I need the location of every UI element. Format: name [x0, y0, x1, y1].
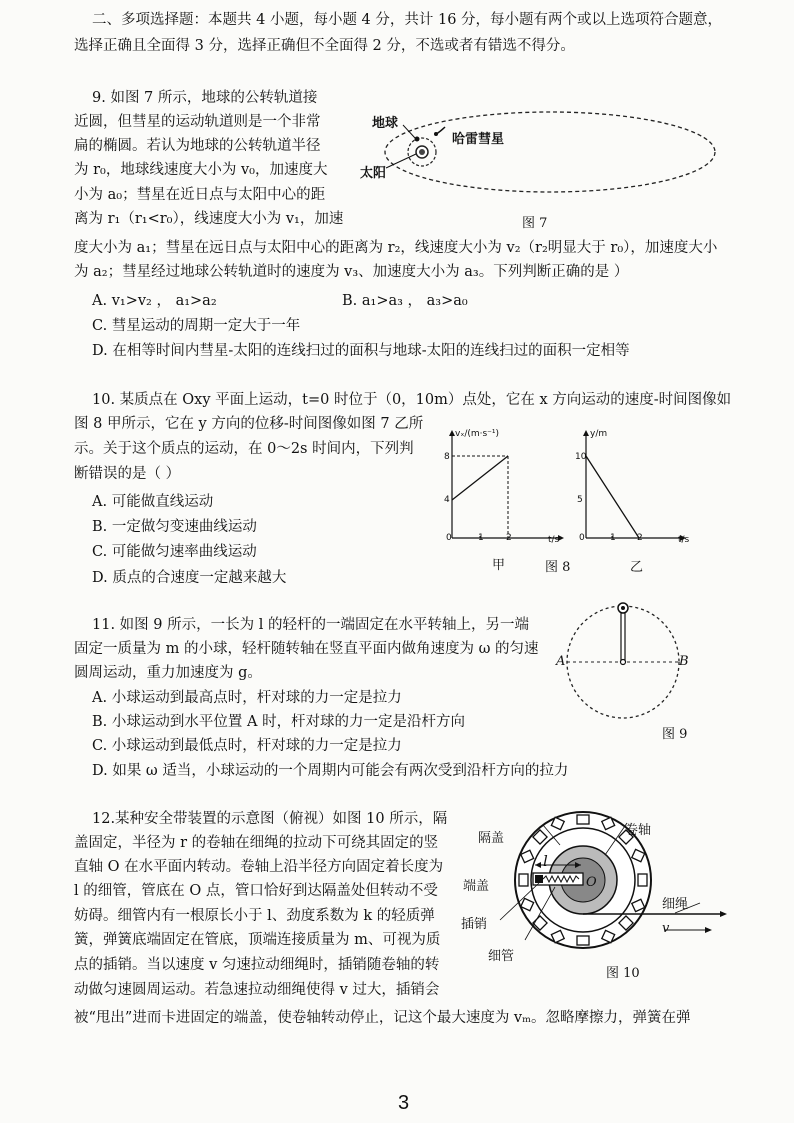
fig7-caption: 图 7: [522, 216, 548, 231]
q12-stem-line: 簧，弹簧底端固定在管底，顶端连接质量为 m、可视为质: [74, 932, 441, 948]
q9-option-d: D. 在相等时间内彗星-太阳的连线扫过的面积与地球-太阳的连线扫过的面积一定相等: [92, 343, 630, 359]
q12-stem-line: 点的插销。当以速度 v 匀速拉动细绳时，插销随卷轴的转: [74, 957, 440, 973]
q10-stem-line: 示。关于这个质点的运动，在 0～2s 时间内，下列判: [74, 441, 414, 457]
yt-line: [586, 456, 639, 538]
section-header-line2: 选择正确且全面得 3 分，选择正确但不全面得 2 分，不选或者有错选不得分。: [74, 38, 575, 54]
q12-stem-line: 动做匀速圆周运动。若急速拉动细绳使得 v 过大，插销会: [74, 982, 440, 998]
fig10-caption: 图 10: [606, 966, 640, 981]
fig10-label-tube: 细管: [488, 949, 515, 964]
vt-xlabel: t/s: [548, 535, 560, 545]
earth: [415, 137, 420, 142]
yt-tick-2: 2: [637, 533, 643, 543]
q12-stem-line: 12.某种安全带装置的示意图（俯视）如图 10 所示，隔: [92, 811, 448, 827]
figure-8-right-yt-graph: [574, 430, 694, 545]
q12-stem-line: l 的细管，管底在 O 点，管口恰好到达隔盖处但转动不受: [74, 883, 438, 899]
q10-option-a: A. 可能做直线运动: [92, 494, 214, 510]
fig10-label-v: v: [662, 921, 670, 936]
q9-stem-line: 离为 r₁（r₁<r₀），线速度大小为 v₁，加速: [74, 211, 344, 227]
fig7-comet-label: 哈雷彗星: [452, 132, 505, 147]
yt-tick-10: 10: [575, 452, 587, 462]
q9-stem-line: 度大小为 a₁；彗星在远日点与太阳中心的距离为 r₂，线速度大小为 v₂（r₂明显大于 r₀），加速度大小: [74, 240, 718, 256]
q10-option-c: C. 可能做匀速率曲线运动: [92, 544, 257, 560]
yt-tick-5: 5: [577, 495, 583, 505]
fig9-caption: 图 9: [662, 727, 688, 742]
q9-stem-line: 为 a₂；彗星经过地球公转轨道时的速度为 v₃、加速度大小为 a₃。下列判断正确的是 ）: [74, 264, 629, 280]
fig8-right-label: 乙: [630, 560, 644, 575]
q11-stem-line: 11. 如图 9 所示，一长为 l 的轻杆的一端固定在水平转轴上，另一端: [92, 617, 529, 633]
fig8-left-label: 甲: [492, 558, 506, 573]
fig10-label-rope: 细绳: [662, 897, 689, 912]
vt-tick-8: 8: [444, 452, 450, 462]
yt-tick-1: 1: [610, 533, 616, 543]
page-number: 3: [398, 1092, 410, 1114]
fig8-caption: 图 8: [545, 560, 571, 575]
yt-origin: 0: [579, 533, 585, 543]
q9-stem-line: 为 r₀，地球线速度大小为 v₀，加速度大: [74, 162, 328, 178]
fig10-label-spool: 卷轴: [625, 823, 652, 838]
figure-8-left-vt-graph: [440, 430, 570, 545]
q12-stem-line: 直轴 O 在水平面内转动。卷轴上沿半径方向固定着长度为: [74, 859, 444, 875]
fig10-label-cover: 隔盖: [478, 831, 505, 846]
rod: [621, 610, 625, 662]
figure-9-circle-diagram: [560, 600, 690, 730]
q11-option-a: A. 小球运动到最高点时，杆对球的力一定是拉力: [92, 690, 402, 706]
fig7-earth-label: 地球: [372, 116, 399, 131]
q10-stem-line: 断错误的是（ ）: [74, 466, 181, 482]
pivot: [621, 660, 626, 665]
fig10-label-o: O: [586, 875, 597, 890]
vt-tick-1: 1: [478, 533, 484, 543]
q11-option-b: B. 小球运动到水平位置 A 时，杆对球的力一定是沿杆方向: [92, 714, 466, 730]
q9-stem-line: 扁的椭圆。若认为地球的公转轨道半径: [74, 138, 321, 154]
q10-option-b: B. 一定做匀变速曲线运动: [92, 519, 257, 535]
yt-xlabel: t/s: [678, 535, 690, 545]
q11-stem-line: 固定一质量为 m 的小球，轻杆随转轴在竖直平面内做角速度为 ω 的匀速: [74, 641, 539, 657]
q11-option-c: C. 小球运动到最低点时，杆对球的力一定是拉力: [92, 738, 402, 754]
q12-stem-line: 盖固定，半径为 r 的卷轴在细绳的拉动下可绕其固定的竖: [74, 835, 439, 851]
q12-stem-line: 被“甩出”进而卡进固定的端盖，使卷轴转动停止，记这个最大速度为 vₘ。忽略摩擦力，弹簧在弹: [74, 1010, 691, 1026]
fig9-point-b: B: [679, 654, 689, 669]
q10-option-d: D. 质点的合速度一定越来越大: [92, 570, 287, 586]
q9-option-c: C. 彗星运动的周期一定大于一年: [92, 318, 301, 334]
vt-tick-4: 4: [444, 495, 450, 505]
q11-option-d: D. 如果 ω 适当，小球运动的一个周期内可能会有两次受到沿杆方向的拉力: [92, 763, 569, 779]
fig10-label-endcover: 端盖: [463, 879, 490, 894]
q9-option-a: A. v₁>v₂ ， a₁>a₂: [92, 293, 217, 309]
q10-stem-line: 10. 某质点在 Oxy 平面上运动，t=0 时位于（0，10m）点处，它在 x 方向运动的速度-时间图像如: [92, 392, 732, 408]
pin: [535, 875, 543, 883]
fig7-sun-label: 太阳: [360, 166, 387, 181]
fig10-label-l: l: [543, 852, 548, 870]
section-header-line1: 二、多项选择题：本题共 4 小题，每小题 4 分，共计 16 分，每小题有两个或以上选项符合题意，: [92, 12, 723, 28]
vt-ylabel: vₓ/(m·s⁻¹): [455, 429, 500, 439]
fig9-point-a: A: [556, 654, 566, 669]
yt-ylabel: y/m: [590, 429, 608, 439]
q9-stem-line: 小为 a₀；彗星在近日点与太阳中心的距: [74, 187, 326, 203]
vt-line: [452, 456, 508, 500]
fig10-label-pin: 插销: [461, 917, 488, 932]
vt-tick-2: 2: [506, 533, 512, 543]
comet-orbit: [385, 112, 715, 192]
q9-stem-line: 近圆，但彗星的运动轨道则是一个非常: [74, 114, 321, 130]
q10-stem-line: 图 8 甲所示，它在 y 方向的位移-时间图像如图 7 乙所: [74, 416, 424, 432]
vt-origin: 0: [446, 533, 452, 543]
q12-stem-line: 妨碍。细管内有一根原长小于 l、劲度系数为 k 的轻质弹: [74, 908, 435, 924]
q11-stem-line: 圆周运动，重力加速度为 g。: [74, 665, 262, 681]
q9-option-b: B. a₁>a₃ ， a₃>a₀: [342, 293, 468, 309]
q9-stem-line: 9. 如图 7 所示，地球的公转轨道接: [92, 90, 318, 106]
